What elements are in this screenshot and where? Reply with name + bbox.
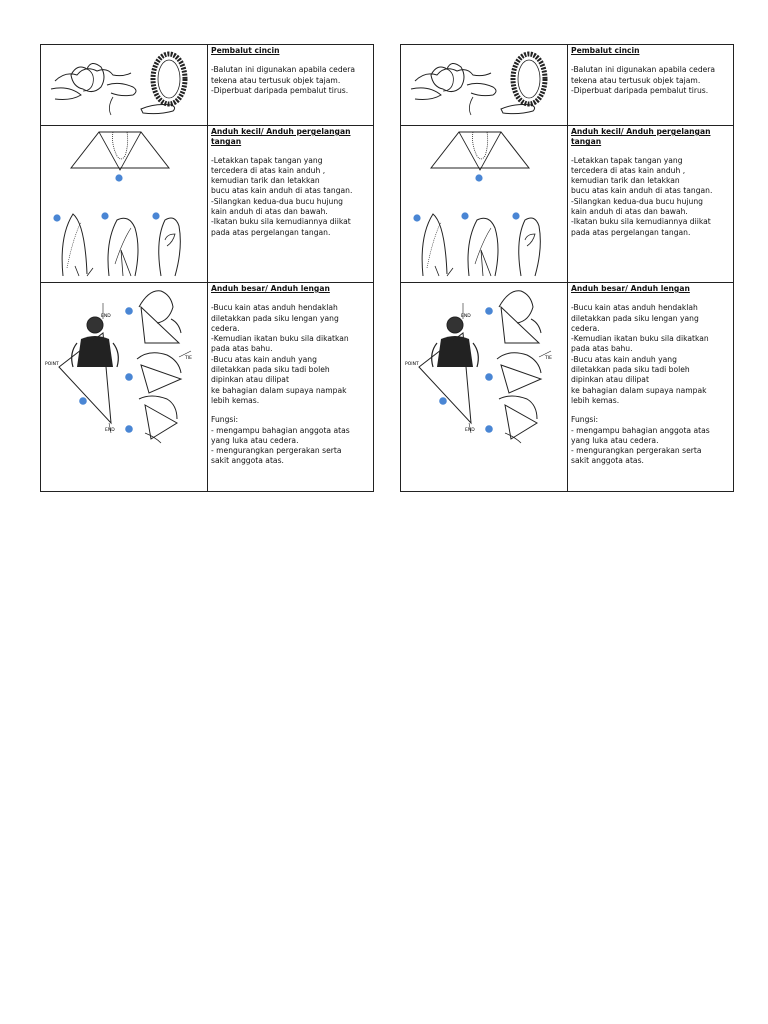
text-line: -Bucu kain atas anduh hendaklah xyxy=(571,303,698,313)
step-number-badge xyxy=(53,214,60,221)
small-sling-description xyxy=(571,156,730,238)
large-sling-illustration xyxy=(41,283,207,491)
function-list xyxy=(571,426,730,467)
text-line: diletakkan pada siku tadi boleh xyxy=(211,365,330,375)
text-line: -Balutan ini digunakan apabila cedera xyxy=(211,65,356,75)
text-line: diletakkan pada siku lengan yang xyxy=(211,313,339,323)
svg-text:TIE: TIE xyxy=(185,356,192,361)
text-line: tangan xyxy=(211,137,242,147)
ring-bandage-illustration xyxy=(41,45,207,125)
function-list xyxy=(211,426,370,467)
small-sling-text xyxy=(568,126,734,283)
text-line: sakit anggota atas. xyxy=(211,456,284,466)
small-sling-figure-cell xyxy=(401,126,568,283)
text-line: -Silangkan kedua-dua bucu hujung xyxy=(211,196,343,206)
text-line: dipinkan atau dilipat xyxy=(211,375,289,385)
function-title: Fungsi: xyxy=(211,415,239,425)
svg-text:END: END xyxy=(101,314,111,319)
text-line: ke bahagian dalam supaya nampak xyxy=(211,385,347,395)
large-sling-figure-cell xyxy=(401,283,568,492)
small-sling-figure-cell xyxy=(41,126,208,283)
ring-description xyxy=(571,65,730,96)
text-line: -Diperbuat daripada pembalut tirus. xyxy=(211,85,349,95)
text-line: - mengurangkan pergerakan serta xyxy=(571,446,702,456)
text-line: cedera. xyxy=(211,323,240,333)
text-line: bucu atas kain anduh di atas tangan. xyxy=(571,186,713,196)
step-number-badge xyxy=(413,214,420,221)
small-sling-illustration xyxy=(401,126,567,282)
text-line: bucu atas kain anduh di atas tangan. xyxy=(211,186,353,196)
text-line: -Kemudian ikatan buku sila dikatkan xyxy=(571,334,709,344)
step-number-badge xyxy=(485,425,493,433)
step-number-badge xyxy=(485,373,493,381)
large-sling-title: Anduh besar/ Anduh lengan xyxy=(571,284,690,293)
text-line: lebih kemas. xyxy=(571,395,620,405)
svg-text:POINT: POINT xyxy=(405,362,419,367)
ring-bandage-figure-cell xyxy=(41,45,208,126)
text-line: - mengampu bahagian anggota atas xyxy=(211,425,350,435)
text-line: lebih kemas. xyxy=(211,395,260,405)
step-number-badge xyxy=(439,397,447,405)
text-line: -Diperbuat daripada pembalut tirus. xyxy=(571,85,709,95)
text-line: tekena atau tertusuk objek tajam. xyxy=(211,75,341,85)
first-aid-card-1 xyxy=(40,44,374,492)
large-sling-text xyxy=(208,283,374,492)
text-line: kemudian tarik dan letakkan xyxy=(571,176,680,186)
text-line: -Letakkan tapak tangan yang xyxy=(211,155,323,165)
text-line: - mengampu bahagian anggota atas xyxy=(571,425,710,435)
step-number-badge xyxy=(125,307,133,315)
svg-text:END: END xyxy=(105,428,115,433)
svg-text:END: END xyxy=(461,314,471,319)
text-line: pada atas bahu. xyxy=(211,344,273,354)
small-sling-illustration xyxy=(41,126,207,282)
text-line: yang luka atau cedera. xyxy=(211,435,299,445)
svg-text:TIE: TIE xyxy=(545,356,552,361)
text-line: -Bucu atas kain anduh yang xyxy=(571,354,677,364)
text-line: -Bucu atas kain anduh yang xyxy=(211,354,317,364)
step-number-badge xyxy=(115,174,122,181)
ring-title: Pembalut cincin xyxy=(571,46,640,55)
text-line: Anduh kecil/ Anduh pergelangan xyxy=(571,127,711,136)
text-line: -Bucu kain atas anduh hendaklah xyxy=(211,303,338,313)
text-line: dipinkan atau dilipat xyxy=(571,375,649,385)
svg-text:END: END xyxy=(465,428,475,433)
function-title: Fungsi: xyxy=(571,415,599,425)
text-line: tekena atau tertusuk objek tajam. xyxy=(571,75,701,85)
large-sling-description xyxy=(571,303,730,406)
step-number-badge xyxy=(152,212,159,219)
small-sling-text xyxy=(208,126,374,283)
step-number-badge xyxy=(125,425,133,433)
ring-bandage-text xyxy=(208,45,374,126)
ring-bandage-figure-cell xyxy=(401,45,568,126)
small-sling-title xyxy=(211,127,370,148)
text-line: diletakkan pada siku lengan yang xyxy=(571,313,699,323)
first-aid-card-2 xyxy=(400,44,734,492)
text-line: -Silangkan kedua-dua bucu hujung xyxy=(571,196,703,206)
text-line: tangan xyxy=(571,137,602,147)
step-number-badge xyxy=(101,212,108,219)
large-sling-text xyxy=(568,283,734,492)
large-sling-illustration xyxy=(401,283,567,491)
text-line: -Kemudian ikatan buku sila dikatkan xyxy=(211,334,349,344)
step-number-badge xyxy=(512,212,519,219)
text-line: pada atas pergelangan tangan. xyxy=(211,227,331,237)
text-line: kain anduh di atas dan bawah. xyxy=(571,207,688,217)
text-line: -Ikatan buku sila kemudiannya diikat xyxy=(571,217,711,227)
ring-title: Pembalut cincin xyxy=(211,46,280,55)
text-line: ke bahagian dalam supaya nampak xyxy=(571,385,707,395)
text-line: cedera. xyxy=(571,323,600,333)
text-line: pada atas bahu. xyxy=(571,344,633,354)
text-line: -Ikatan buku sila kemudiannya diikat xyxy=(211,217,351,227)
text-line: sakit anggota atas. xyxy=(571,456,644,466)
step-number-badge xyxy=(125,373,133,381)
text-line: yang luka atau cedera. xyxy=(571,435,659,445)
text-line: tercedera di atas kain anduh , xyxy=(571,165,686,175)
text-line: pada atas pergelangan tangan. xyxy=(571,227,691,237)
small-sling-description xyxy=(211,156,370,238)
svg-text:POINT: POINT xyxy=(45,362,59,367)
text-line: Anduh kecil/ Anduh pergelangan xyxy=(211,127,351,136)
large-sling-title: Anduh besar/ Anduh lengan xyxy=(211,284,330,293)
text-line: -Balutan ini digunakan apabila cedera xyxy=(571,65,716,75)
ring-bandage-text xyxy=(568,45,734,126)
step-number-badge xyxy=(475,174,482,181)
ring-bandage-illustration xyxy=(401,45,567,125)
text-line: tercedera di atas kain anduh , xyxy=(211,165,326,175)
text-line: kain anduh di atas dan bawah. xyxy=(211,207,328,217)
large-sling-description xyxy=(211,303,370,406)
step-number-badge xyxy=(79,397,87,405)
large-sling-figure-cell xyxy=(41,283,208,492)
text-line: -Letakkan tapak tangan yang xyxy=(571,155,683,165)
small-sling-title xyxy=(571,127,730,148)
step-number-badge xyxy=(461,212,468,219)
text-line: - mengurangkan pergerakan serta xyxy=(211,446,342,456)
text-line: kemudian tarik dan letakkan xyxy=(211,176,320,186)
step-number-badge xyxy=(485,307,493,315)
ring-description xyxy=(211,65,370,96)
text-line: diletakkan pada siku tadi boleh xyxy=(571,365,690,375)
